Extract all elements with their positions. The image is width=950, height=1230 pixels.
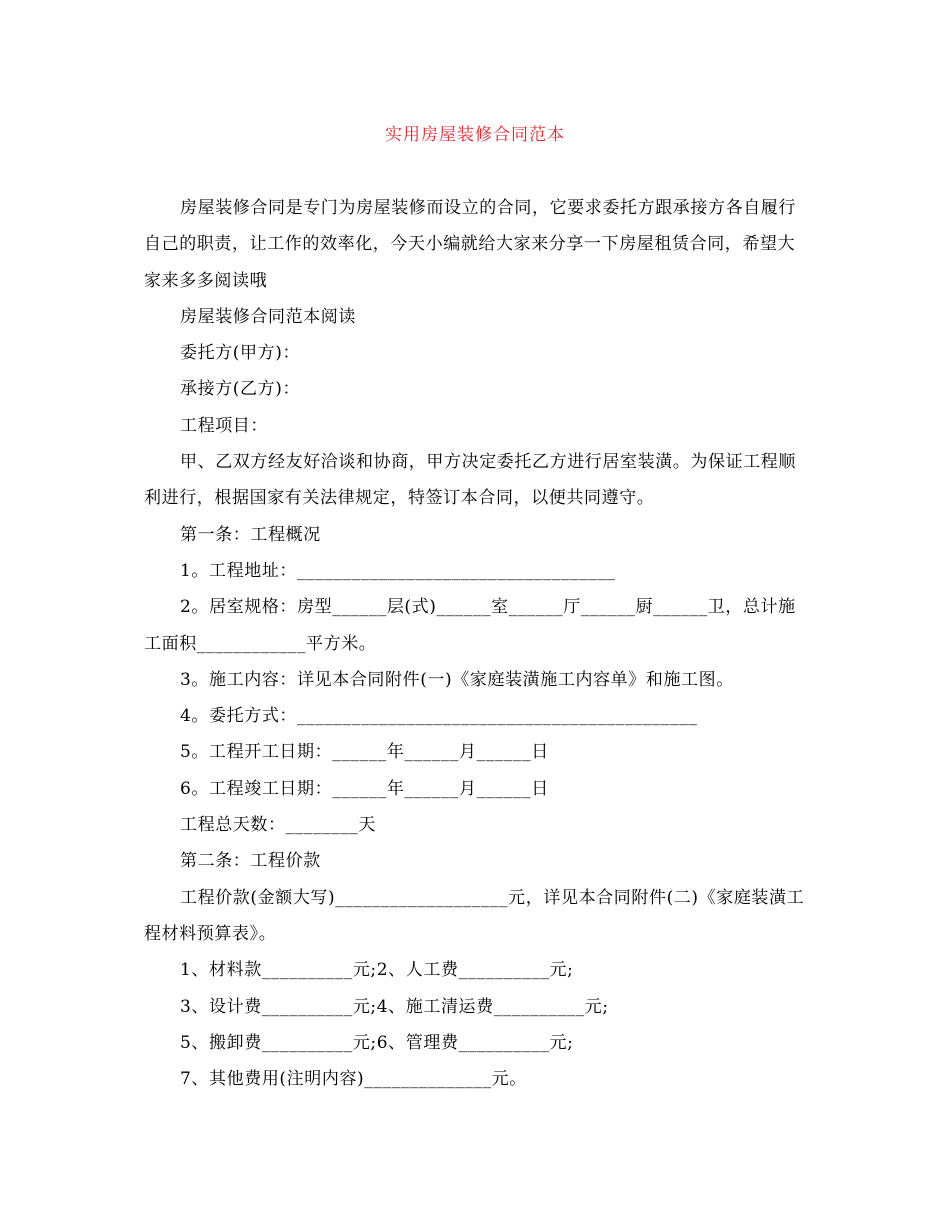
clause-room-spec: 2。居室规格：房型______层(式)______室______厅______厨______卫，总计施工面积____________平方米。 (144, 597, 796, 654)
paragraph-heading: 房屋装修合同范本阅读 (180, 306, 356, 327)
paragraph-contractor: 承接方(乙方)： (180, 379, 301, 400)
fee-line-1: 1、材料款__________元;2、人工费__________元; (180, 960, 574, 981)
clause-content: 3。施工内容：详见本合同附件(一)《家庭装潢施工内容单》和施工图。 (180, 669, 734, 690)
clause-address: 1。工程地址：___________________________________ (180, 560, 616, 581)
document-body (144, 190, 808, 1097)
document-title: 实用房屋装修合同范本 (385, 125, 565, 145)
clause-end-date: 6。工程竣工日期：______年______月______日 (180, 778, 549, 799)
paragraph-intro: 房屋装修合同是专门为房屋装修而设立的合同，它要求委托方跟承接方各自履行自己的职责，让工作的效率化，今天小编就给大家来分享一下房屋租赁合同，希望大家来多多阅读哦 (144, 198, 796, 291)
clause-start-date: 5。工程开工日期：______年______月______日 (180, 742, 549, 763)
paragraph-client: 委托方(甲方)： (180, 343, 301, 364)
article-2-heading: 第二条：工程价款 (180, 851, 321, 872)
fee-line-4: 7、其他费用(注明内容)______________元。 (180, 1069, 527, 1090)
paragraph-project: 工程项目： (180, 415, 268, 436)
article-1-heading: 第一条：工程概况 (180, 524, 321, 545)
clause-method: 4。委托方式：____________________________________________ (180, 706, 698, 727)
clause-total-days: 工程总天数：________天 (180, 815, 376, 836)
clause-price: 工程价款(金额大写)___________________元，详见本合同附件(二)《家庭装潢工程材料预算表》。 (144, 887, 805, 944)
fee-line-2: 3、设计费__________元;4、施工清运费__________元; (180, 996, 609, 1017)
paragraph-agreement: 甲、乙双方经友好洽谈和协商，甲方决定委托乙方进行居室装潢。为保证工程顺利进行，根据国家有关法律规定，特签订本合同，以便共同遵守。 (144, 452, 796, 509)
fee-line-3: 5、搬卸费__________元;6、管理费__________元; (180, 1032, 574, 1053)
